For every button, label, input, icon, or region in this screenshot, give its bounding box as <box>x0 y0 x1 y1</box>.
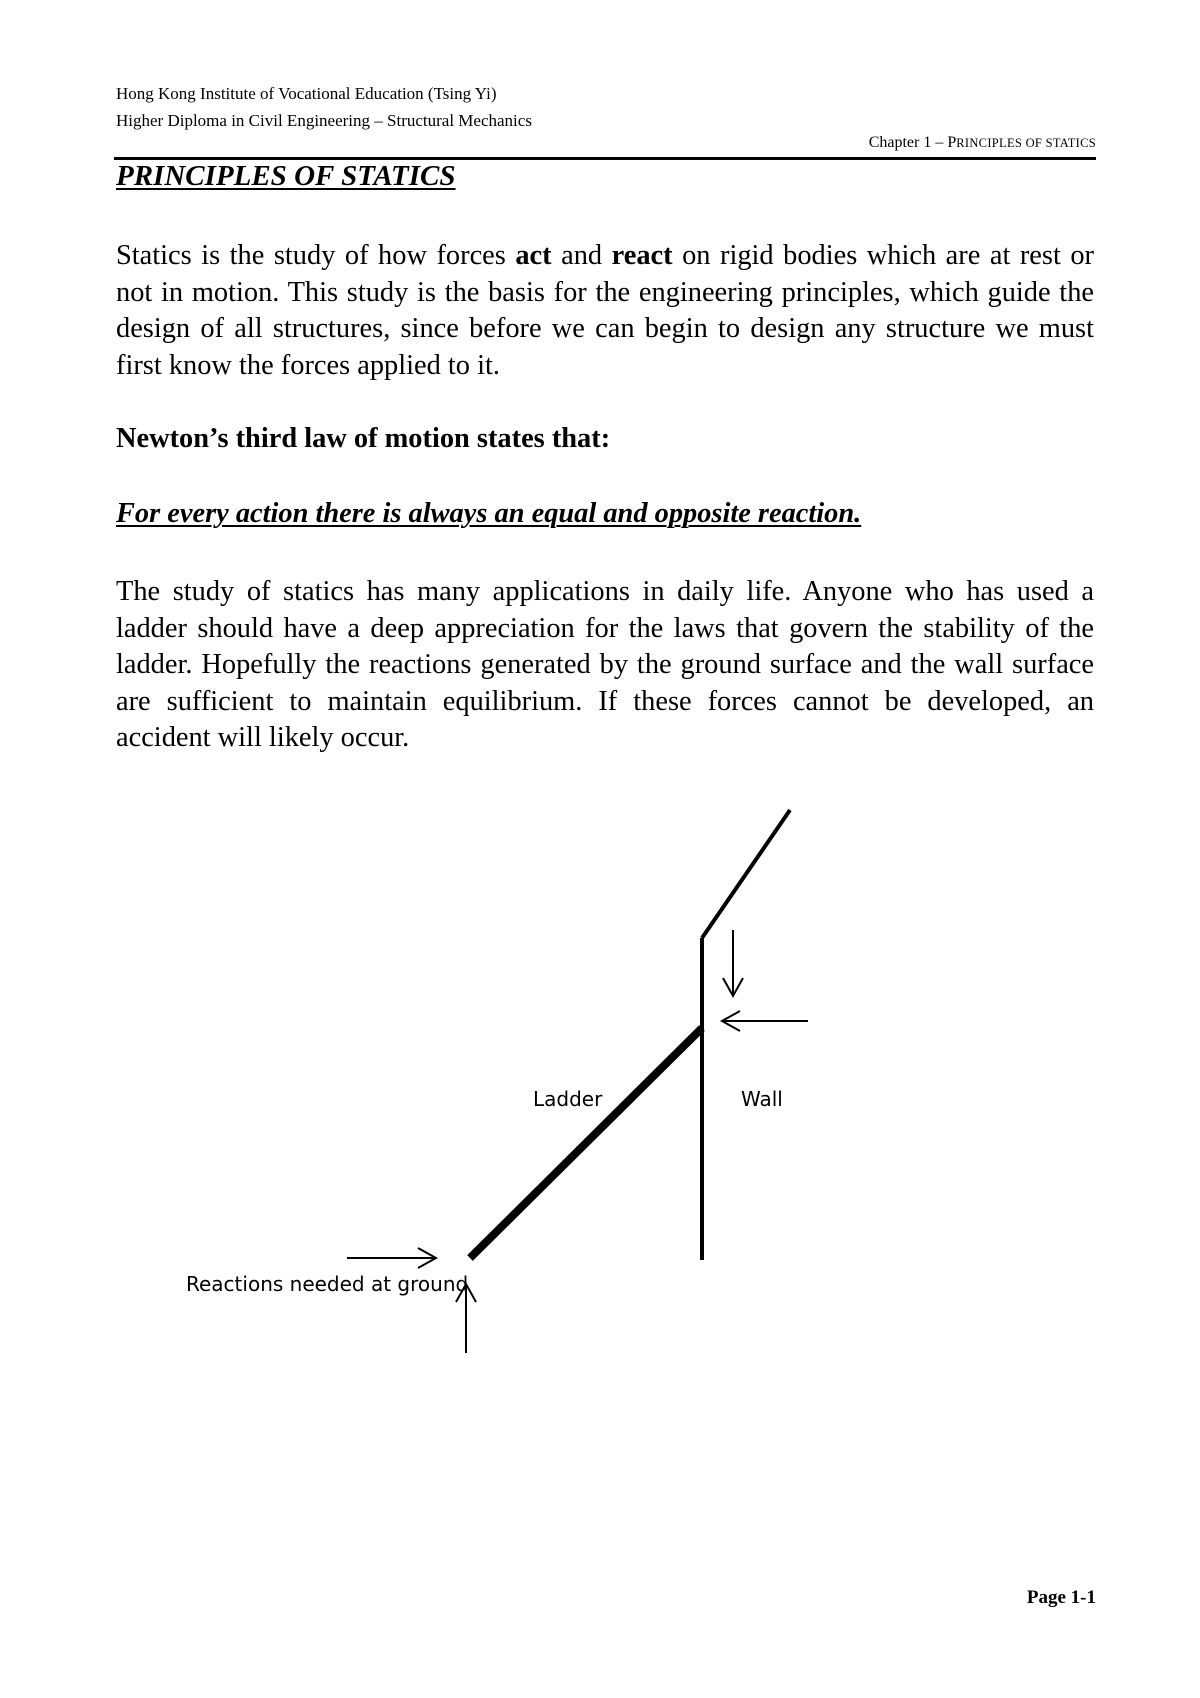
law-statement: For every action there is always an equal and opposite reaction. <box>116 498 862 529</box>
intro-text-2: and <box>551 240 612 271</box>
ground-reactions-label: Reactions needed at ground <box>186 1272 469 1296</box>
wall-incline-line <box>702 810 790 938</box>
page-title: PRINCIPLES OF STATICS <box>116 160 456 192</box>
intro-bold-act: act <box>515 240 552 271</box>
page-number: Page 1-1 <box>1026 1587 1096 1608</box>
header-chapter-prefix: Chapter 1 – P <box>868 134 957 151</box>
wall-label: Wall <box>741 1087 783 1111</box>
intro-text-1: Statics is the study of how forces <box>116 240 516 271</box>
applications-paragraph: The study of statics has many applications in daily life. Anyone who has used a ladder should have a deep appreciation for the laws that govern the stability of the ladder. Hopefully the reactions generated by the ground surface and the wall surface are sufficient to maintain equilibrium. If these forces cannot be developed, an accident will likely occur. <box>116 576 1094 753</box>
header-course: Higher Diploma in Civil Engineering – Structural Mechanics <box>116 111 532 130</box>
ladder-label: Ladder <box>533 1087 603 1111</box>
wall-horizontal-reaction-arrow <box>722 1011 808 1031</box>
header-institute: Hong Kong Institute of Vocational Education (Tsing Yi) <box>116 84 497 103</box>
ground-horizontal-reaction-arrow <box>347 1248 436 1268</box>
ladder-line <box>470 1028 702 1258</box>
intro-text-3: on rigid bodies which are at rest or not in motion. This study is the basis for the engineering principles, which guide the design of all structures, since before we can begin to design any structure we must first know the forces applied to it. <box>116 240 1095 381</box>
law-heading: Newton’s third law of motion states that: <box>116 423 611 454</box>
intro-bold-react: react <box>611 240 673 271</box>
wall-vertical-reaction-arrow <box>723 930 743 996</box>
header-chapter-rest: RINCIPLES OF STATICS <box>956 136 1096 150</box>
